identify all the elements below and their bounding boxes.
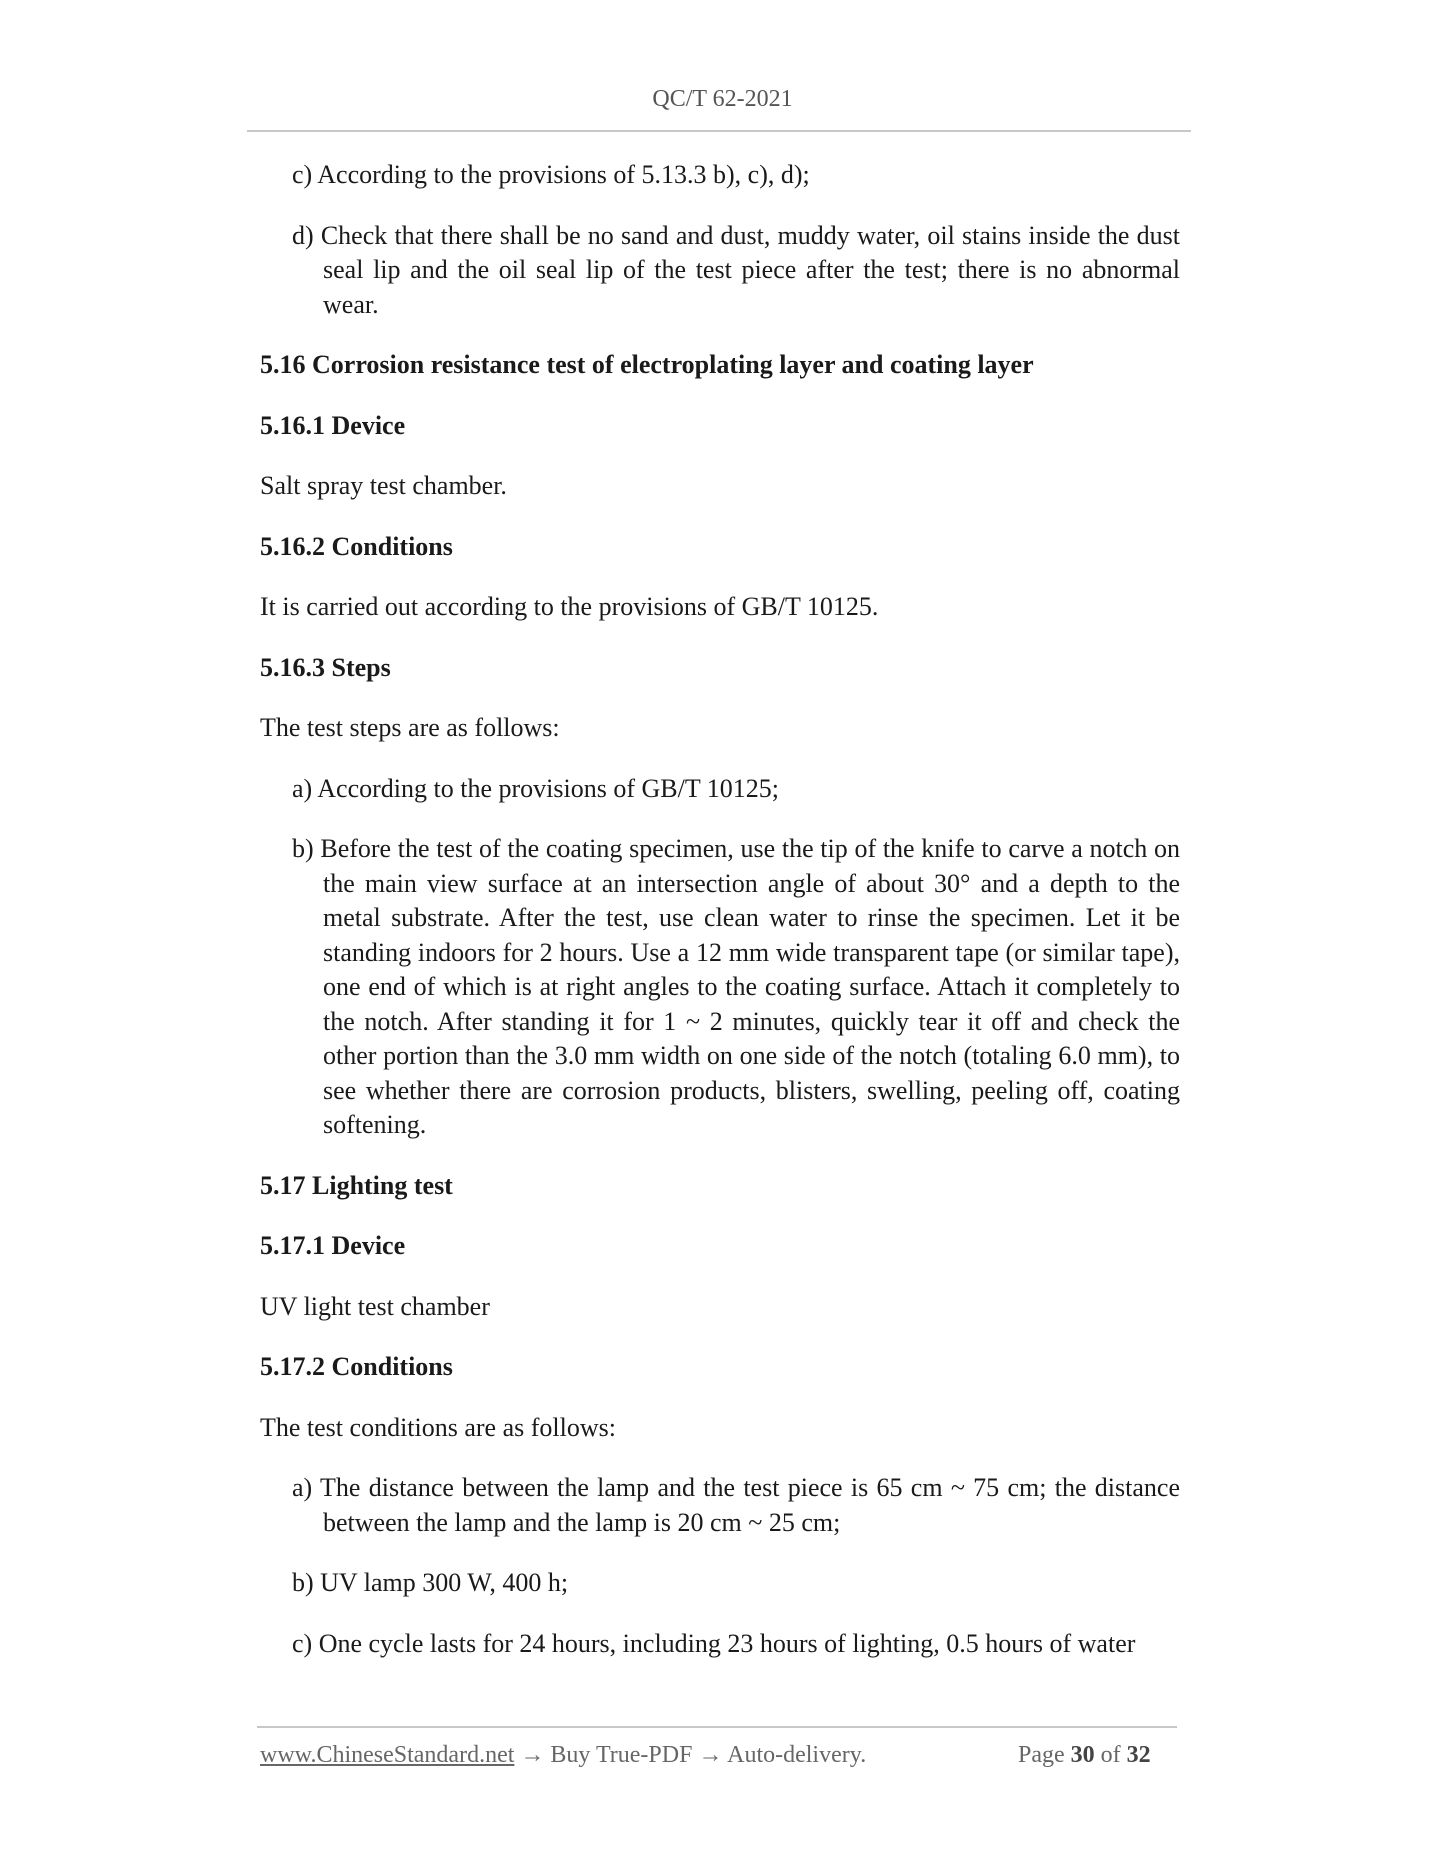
section-heading-5-17-1: 5.17.1 Device: [260, 1231, 406, 1260]
page-indicator: [1018, 1742, 1151, 1769]
section-heading-5-16-2: 5.16.2 Conditions: [260, 531, 453, 561]
document-body: [260, 158, 1180, 1687]
paragraph-conditions-5-16: It is carried out according to the provisions of GB/T 10125.: [260, 592, 879, 621]
list-item-b-conditions: b) UV lamp 300 W, 400 h;: [292, 1568, 569, 1597]
paragraph-device-5-17: UV light test chamber: [260, 1291, 490, 1321]
section-heading-5-16-3: 5.16.3 Steps: [260, 652, 391, 682]
page-label: Page: [1018, 1742, 1065, 1768]
paragraph-device-5-16: Salt spray test chamber.: [260, 471, 507, 500]
list-item-b-steps: b) Before the test of the coating specimen, use the tip of the knife to carve a notch on the main view surface at an intersection angle of about 30° and a depth to the metal substrate. After the test, use clean water to rinse the specimen. Let it be standing indoors for 2 hours. Use a 12 mm wide transparent tape (or similar tape), one end of which is at right angles to the coating surface. Attach it completely to the notch. After standing it for 1 ~ 2 minutes, quickly tear it off and check the other portion than the 3.0 mm width on one side of the notch (totaling 6.0 mm), to see whether there are corrosion products, blisters, swelling, peeling off, coating softening.: [292, 834, 1180, 1139]
page-total-number: 32: [1126, 1742, 1151, 1768]
footer-promo-text: → Buy True-PDF → Auto-delivery.: [514, 1742, 867, 1768]
section-heading-5-16-1: 5.16.1 Device: [260, 410, 406, 440]
list-item-d-5-15: d) Check that there shall be no sand and dust, muddy water, oil stains inside the dust seal lip and the oil seal lip of the test piece after the test; there is no abnormal wear.: [292, 220, 1180, 319]
paragraph-steps-intro: The test steps are as follows:: [260, 713, 560, 742]
section-heading-5-17-2: 5.17.2 Conditions: [260, 1352, 453, 1381]
document-code-header: QC/T 62-2021: [652, 86, 793, 112]
list-item-c-5-15: c) According to the provisions of 5.13.3 b), c), d);: [292, 160, 810, 189]
page-current-number: 30: [1070, 1742, 1095, 1768]
list-item-c-conditions: c) One cycle lasts for 24 hours, including 23 hours of lighting, 0.5 hours of water: [292, 1628, 1136, 1658]
list-item-a-steps: a) According to the provisions of GB/T 10125;: [292, 773, 779, 803]
website-link[interactable]: www.ChineseStandard.net: [260, 1742, 515, 1768]
footer-promo: [260, 1742, 866, 1769]
paragraph-conditions-intro: The test conditions are as follows:: [260, 1412, 616, 1442]
page-of-label: of: [1100, 1742, 1121, 1768]
list-item-a-conditions: a) The distance between the lamp and the test piece is 65 cm ~ 75 cm; the distance between the lamp and the lamp is 20 cm ~ 25 cm;: [292, 1473, 1180, 1537]
header-divider: [247, 130, 1191, 132]
section-heading-5-17: 5.17 Lighting test: [260, 1170, 453, 1200]
section-heading-5-16: 5.16 Corrosion resistance test of electroplating layer and coating layer: [260, 350, 1034, 379]
footer-divider: [257, 1726, 1177, 1728]
